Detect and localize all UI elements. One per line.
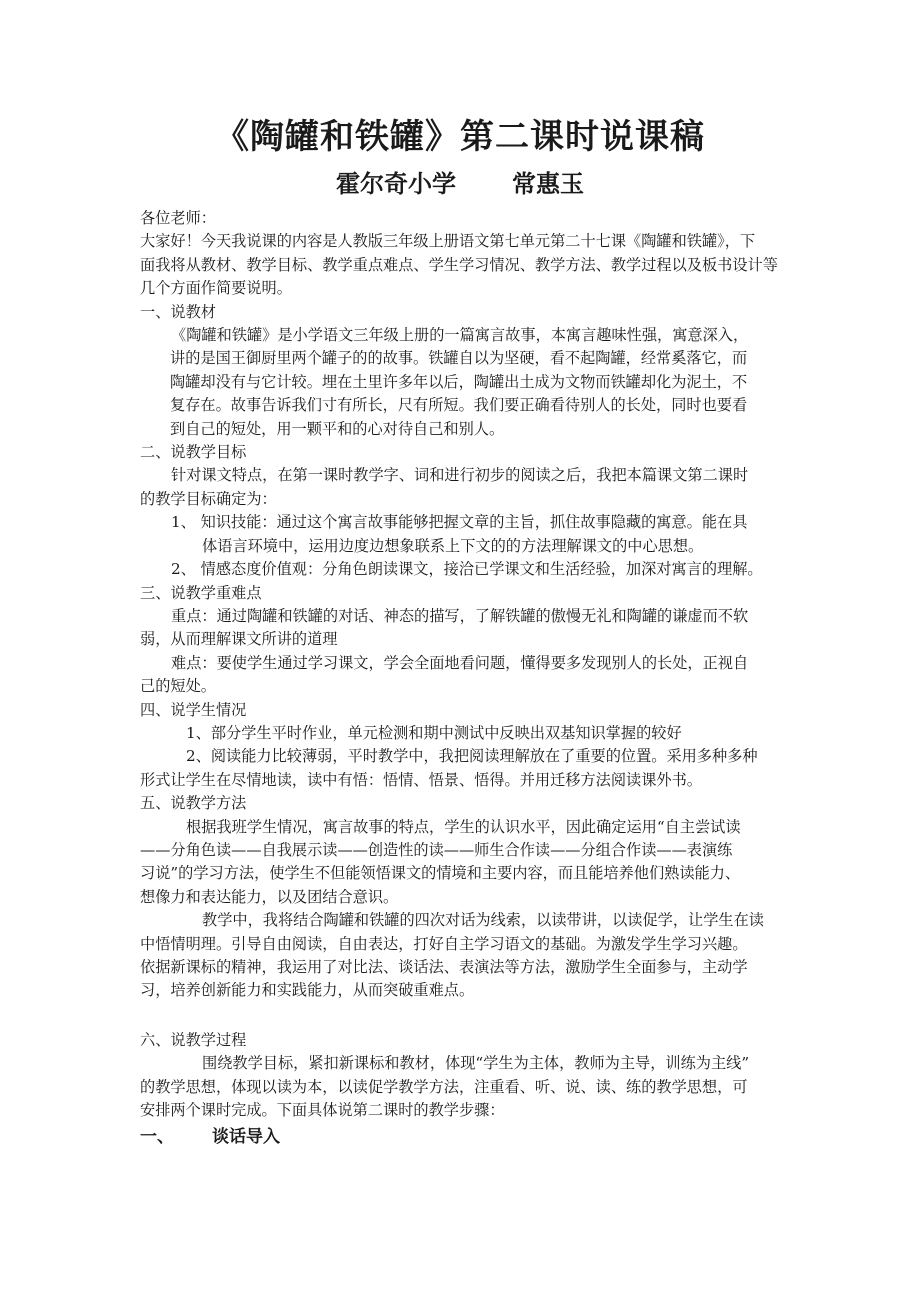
school-name: 霍尔奇小学 [336, 170, 456, 198]
list-item-continued: 形式让学生在尽情地读，读中有悟：悟情、悟景、悟得。并用迁移方法阅读课外书。 [140, 770, 702, 789]
section-heading: 一、说教材 [140, 302, 216, 321]
paragraph-line: 想像力和表达能力，以及团结合意识。 [140, 887, 399, 906]
section-heading: 三、说教学重难点 [140, 583, 262, 602]
paragraph-line: 难点：要使学生通过学习课文，学会全面地看问题，懂得要多发现别人的长处，正视自 [171, 653, 749, 672]
section-heading: 四、说学生情况 [140, 700, 247, 719]
paragraph-line: 到自己的短处，用一颗平和的心对待自己和别人。 [170, 419, 505, 438]
paragraph-line: 重点：通过陶罐和铁罐的对话、神态的描写，了解铁罐的傲慢无礼和陶罐的谦虚而不软 [171, 606, 749, 625]
paragraph-line: 复存在。故事告诉我们寸有所长，尺有所短。我们要正确看待别人的长处，同时也要看 [170, 396, 748, 415]
intro-line: 面我将从教材、教学目标、教学重点难点、学生学习情况、教学方法、教学过程以及板书设计等 [140, 255, 778, 274]
document-byline [0, 166, 920, 202]
list-item-continued: 体语言环境中，运用边度边想象联系上下文的的方法理解课文的中心思想。 [202, 536, 704, 555]
step-title: 谈话导入 [212, 1127, 280, 1148]
paragraph-line: 根据我班学生情况，寓言故事的特点，学生的认识水平，因此确定运用“自主尝试读 [186, 817, 741, 836]
paragraph-line: 《陶罐和铁罐》是小学语文三年级上册的一篇寓言故事，本寓言趣味性强，寓意深入， [171, 326, 749, 345]
list-item: 2、阅读能力比较薄弱，平时教学中，我把阅读理解放在了重要的位置。采用多种多种 [186, 747, 758, 766]
intro-line: 大家好！今天我说课的内容是人教版三年级上册语文第七单元第二十七课《陶罐和铁罐》，下 [140, 232, 756, 251]
step-number: 一、 [140, 1127, 174, 1148]
paragraph-line: 针对课文特点，在第一课时教学字、词和进行初步的阅读之后，我把本篇课文第二课时 [171, 466, 749, 485]
document-body [140, 207, 800, 1150]
section-heading: 五、说教学方法 [140, 794, 247, 813]
paragraph-line: 安排两个课时完成。下面具体说第二课时的教学步骤： [140, 1101, 505, 1120]
blank-line [140, 1003, 800, 1029]
author-name: 常惠玉 [512, 170, 584, 198]
document-title: 《陶罐和铁罐》第二课时说课稿 [215, 117, 705, 157]
paragraph-line: 的教学思想，体现以读为本，以读促学教学方法，注重看、听、说、读、练的教学思想，可 [140, 1077, 748, 1096]
greeting: 各位老师： [140, 209, 216, 227]
list-item: 1、部分学生平时作业，单元检测和期中测试中反映出双基知识掌握的较好 [186, 723, 682, 742]
paragraph-line: ——分角色读——自我展示读——创造性的读——师生合作读——分组合作读——表演练 [140, 840, 733, 859]
paragraph-line: 陶罐却没有与它计较。埋在土里许多年以后，陶罐出土成为文物而铁罐却化为泥土，不 [170, 372, 748, 391]
section-heading: 二、说教学目标 [140, 443, 247, 462]
paragraph-line: 己的短处。 [140, 677, 216, 696]
list-item: 2、 情感态度价值观：分角色朗读课文，接洽已学课文和生活经验，加深对寓言的理解。 [171, 560, 763, 579]
paragraph-line: 的教学目标确定为： [140, 489, 277, 508]
paragraph-line: 教学中，我将结合陶罐和铁罐的四次对话为线索，以读带讲，以读促学，让学生在读 [202, 911, 764, 930]
list-item: 1、 知识技能：通过这个寓言故事能够把握文章的主旨，抓住故事隐藏的寓意。能在具 [171, 513, 748, 532]
section-heading: 六、说教学过程 [140, 1030, 247, 1049]
paragraph-line: 弱，从而理解课文所讲的道理 [140, 630, 338, 649]
paragraph-line: 围绕教学目标，紧扣新课标和教材，体现“学生为主体，教师为主导，训练为主线” [202, 1054, 750, 1073]
intro-line: 几个方面作简要说明。 [140, 279, 292, 298]
paragraph-line: 中悟情明理。引导自由阅读，自由表达，打好自主学习语文的基础。为激发学生学习兴趣。 [140, 934, 748, 953]
paragraph-line: 习，培养创新能力和实践能力，从而突破重难点。 [140, 981, 475, 1000]
step-heading [140, 1126, 800, 1149]
paragraph-line: 依据新课标的精神，我运用了对比法、谈话法、表演法等方法，激励学生全面参与，主动学 [140, 958, 748, 976]
paragraph-line: 讲的是国王御厨里两个罐子的的故事。铁罐自以为坚硬，看不起陶罐，经常奚落它，而 [170, 349, 748, 368]
paragraph-line: 习说”的学习方法，使学生不但能领悟课文的情境和主要内容，而且能培养他们熟读能力、 [140, 864, 741, 883]
